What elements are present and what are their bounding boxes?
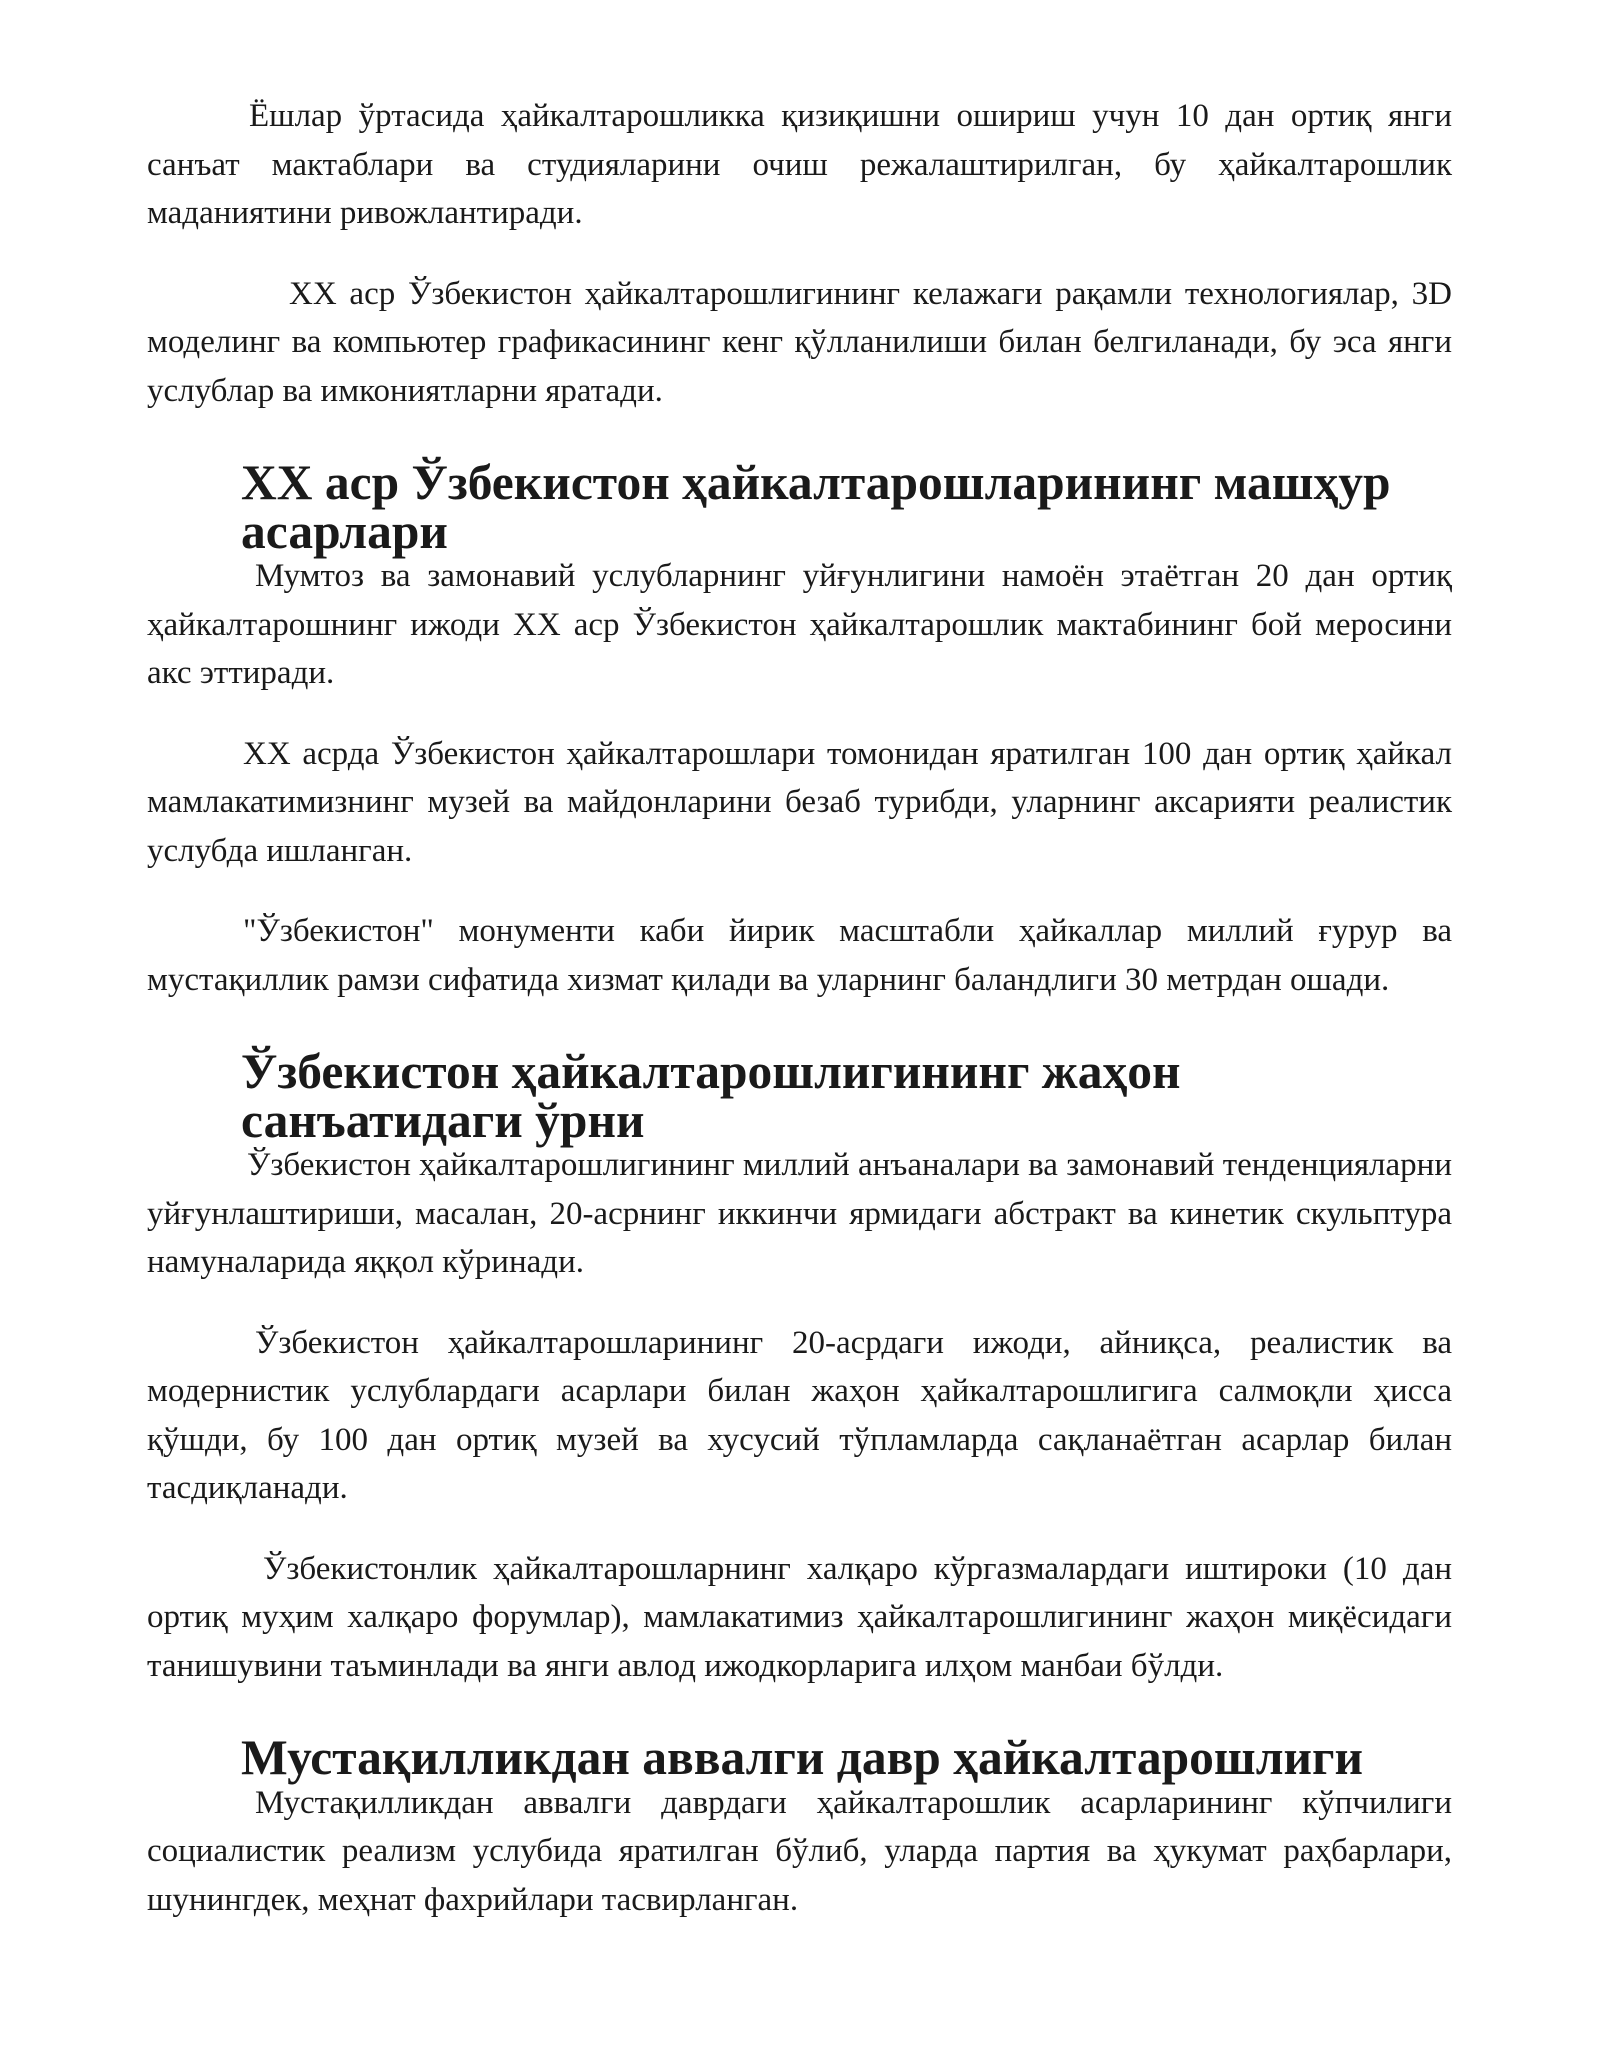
paragraph-traditions-trends: Ўзбекистон ҳайкалтарошлигининг миллий анъаналари ва замонавий тенденцияларни уйғунлаштириши, масалан, 20-асрнинг иккинчи ярмидаги абстракт ва кинетик скульптура намуналарида яққол кўринади. <box>147 1147 1452 1280</box>
heading-pre-independence: Мустақилликдан аввалги давр ҳайкалтарошлиги <box>241 1730 1363 1785</box>
paragraph-youth-schools: Ёшлар ўртасида ҳайкалтарошликка қизиқишни ошириш учун 10 дан ортиқ янги санъат мактаблари ва студияларини очиш режалаштирилган, бу ҳайкалтарошлик маданиятини ривожлантиради. <box>147 98 1452 231</box>
paragraph-sculptors-legacy: Мумтоз ва замонавий услубларнинг уйғунлигини намоён этаётган 20 дан ортиқ ҳайкалтарошнинг ижоди XX аср Ўзбекистон ҳайкалтарошлик мактабининг бой меросини акс эттиради. <box>147 558 1452 691</box>
heading-world-art-role: Ўзбекистон ҳайкалтарошлигининг жаҳон санъатидаги ўрни <box>241 1044 1181 1148</box>
paragraph-monument: "Ўзбекистон" монументи каби йирик масштабли ҳайкаллар миллий ғурур ва мустақиллик рамзи сифатида хизмат қилади ва уларнинг баландлиги 30 метрдан ошади. <box>147 913 1452 998</box>
paragraph-international-exhibitions: Ўзбекистонлик ҳайкалтарошларнинг халқаро кўргазмалардаги иштироки (10 дан ортиқ муҳим халқаро форумлар), мамлакатимиз ҳайкалтарошлигининг жаҳон миқёсидаги танишувини таъминлади ва янги авлод ижодкорларига илҳом манбаи бўлди. <box>147 1550 1452 1684</box>
paragraph-20th-century-contribution: Ўзбекистон ҳайкалтарошларининг 20-асрдаги ижоди, айниқса, реалистик ва модернистик услублардаги асарлари билан жаҳон ҳайкалтарошлигига салмоқли ҳисса қўшди, бу 100 дан ортиқ музей ва хусусий тўпламларда сақланаётган асарлар билан тасдиқланади. <box>147 1324 1452 1506</box>
paragraph-sculptures-museums: XX асрда Ўзбекистон ҳайкалтарошлари томонидан яратилган 100 дан ортиқ ҳайкал мамлакатимизнинг музей ва майдонларини безаб турибди, уларнинг аксарияти реалистик услубда ишланган. <box>147 735 1452 869</box>
heading-famous-works: XX аср Ўзбекистон ҳайкалтарошларининг машҳур асарлари <box>241 455 1391 559</box>
document-page <box>147 92 1452 1924</box>
paragraph-future-technology: XX аср Ўзбекистон ҳайкалтарошлигининг келажаги рақамли технологиялар, 3D моделинг ва компьютер графикасининг кенг қўлланилиши билан белгиланади, бу эса янги услублар ва имкониятларни яратади. <box>147 275 1452 409</box>
paragraph-socialist-realism: Мустақилликдан аввалги даврдаги ҳайкалтарошлик асарларининг кўпчилиги социалистик реализм услубида яратилган бўлиб, уларда партия ва ҳукумат раҳбарлари, шунингдек, меҳнат фахрийлари тасвирланган. <box>147 1784 1452 1918</box>
